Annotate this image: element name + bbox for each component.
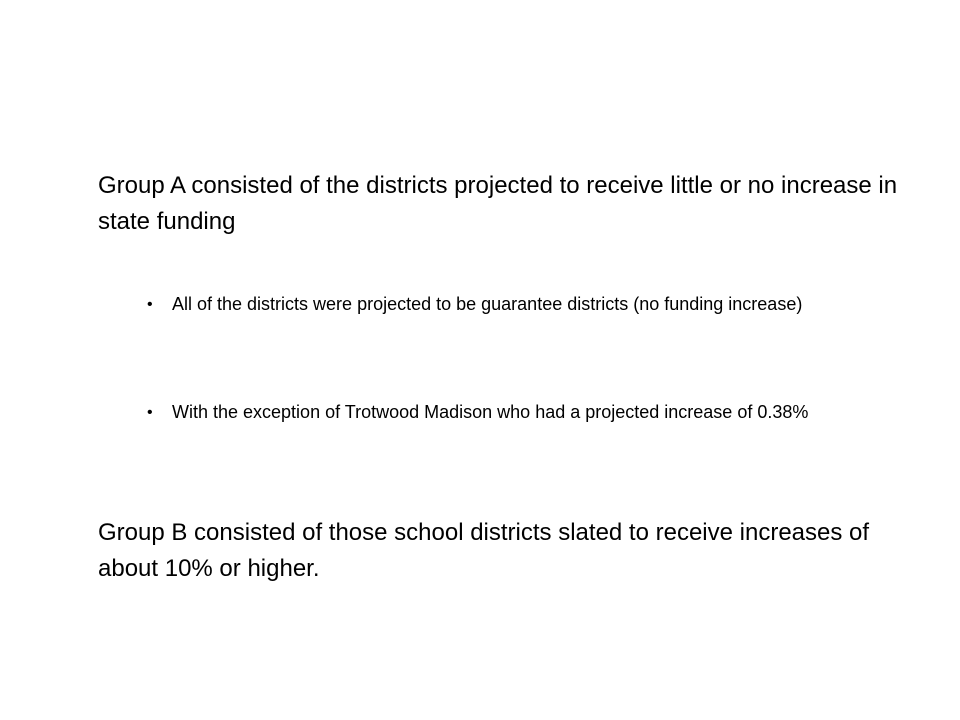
bullet-list-item <box>147 290 867 319</box>
group-b-paragraph: Group B consisted of those school districts slated to receive increases of about 10% or higher. <box>98 519 870 582</box>
bullet-point-icon: • <box>147 296 153 313</box>
bullet-text: With the exception of Trotwood Madison who had a projected increase of 0.38% <box>172 402 809 422</box>
bullet-point-icon: • <box>147 404 153 421</box>
bullet-text: All of the districts were projected to be guarantee districts (no funding increase) <box>172 294 803 314</box>
bullet-list-item <box>147 398 867 427</box>
group-a-paragraph: Group A consisted of the districts projected to receive little or no increase in state funding <box>98 172 898 235</box>
